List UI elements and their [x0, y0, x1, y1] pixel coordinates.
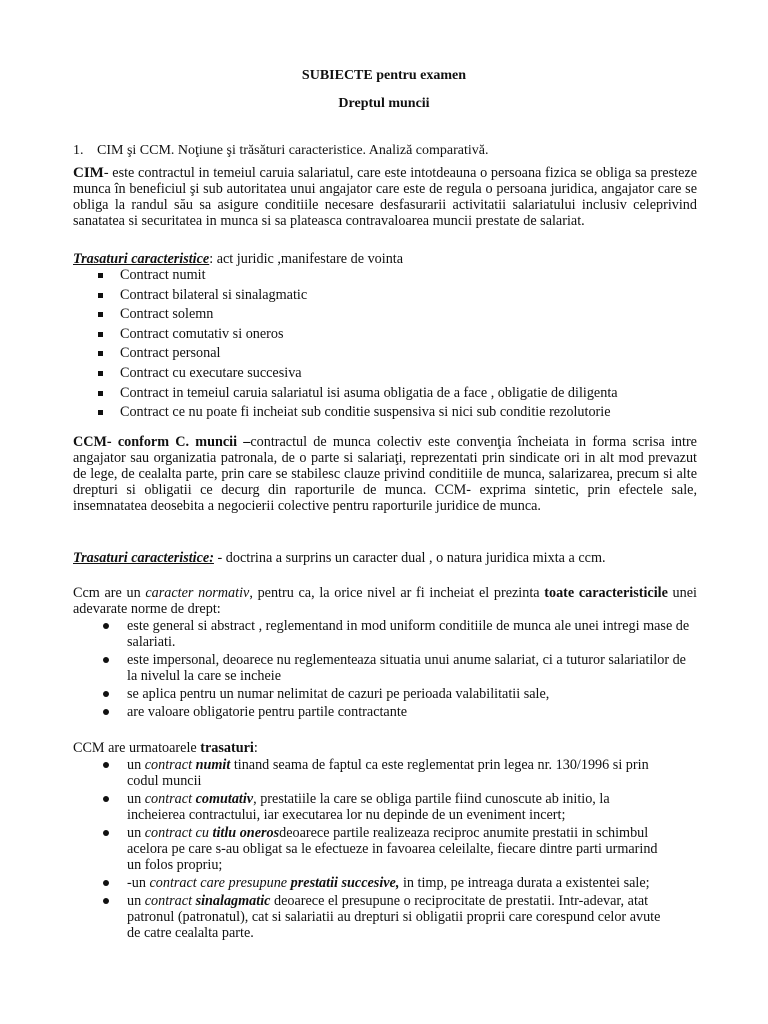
text-run: deoarece partile realizeaza reciproc anumite prestatii in schimbul acelora pe care s-au obligat sa le efectueze in favoarea celeilalte, fiecare dintre parti urmarind un folos propriu;	[127, 825, 658, 873]
document-title: SUBIECTE pentru examen	[301, 68, 467, 83]
text-run-italic: contract cu	[144, 825, 213, 841]
cim-traits-rest: : act juridic ,manifestare de vointa	[209, 251, 404, 267]
text-run: deoarece el presupune o reciprocitate de prestatii. Intr-adevar, atat patronul (patronatul), cat si salariatii au drepturi si obligatii proprii care corespund celor avute de catre cealalta parte.	[127, 893, 661, 941]
list-item: este general si abstract , reglementand in mod uniform conditiile de munca ale unei intregi mase de salariati.	[103, 618, 693, 650]
text-run: un	[127, 825, 145, 841]
list-item	[103, 893, 663, 941]
text-run-italic: caracter normativ	[145, 585, 250, 601]
text-run-bold-italic: titlu oneros	[212, 825, 280, 841]
ccm-term: CCM- conform C. muncii –	[73, 434, 251, 450]
text-run: Ccm are un	[73, 585, 146, 601]
text-run-bold: toate caracteristicile	[544, 585, 668, 601]
list-item: are valoare obligatorie pentru partile contractante	[103, 704, 693, 720]
text-run: -un	[127, 875, 150, 891]
list-item: Contract personal	[96, 345, 618, 365]
list-item: se aplica pentru un numar nelimitat de cazuri pe perioada valabilitatii sale,	[103, 686, 693, 702]
ccm-traits-rest: - doctrina a surprins un caracter dual , o natura juridica mixta a ccm.	[213, 550, 606, 566]
ccm-features-list	[103, 757, 663, 943]
cim-definition	[73, 165, 697, 229]
text-run: in timp, pe intreaga durata a existentei sale;	[399, 875, 650, 891]
text-run: CCM are urmatoarele	[73, 740, 201, 756]
text-run: un	[127, 893, 145, 909]
ccm-traits-heading	[73, 550, 606, 566]
list-item: Contract comutativ si oneros	[96, 326, 618, 346]
text-run: un	[127, 791, 145, 807]
list-item: Contract bilateral si sinalagmatic	[96, 287, 618, 307]
text-run: , pentru ca, la orice nivel ar fi incheiat el prezinta	[249, 585, 545, 601]
cim-term: CIM	[73, 165, 104, 181]
cim-traits-list	[96, 267, 618, 424]
cim-traits-label: Trasaturi caracteristice	[73, 251, 210, 267]
ccm-definition-text: contractul de munca colectiv este convenţia încheiata in forma scrisa intre angajator sau organizatia patronala, de o parte si salariaţi, reprezentati prin sindicate ori in alt mod prevazut de lege, de cealalta parte, prin care se stabilesc clauze privind conditiile de munca, salarizarea, precum si alte drepturi si obligatii ce decurg din raporturile de munca. CCM- exprima sintetic, prin efectele sale, insemnatatea deosebita a negocierii colective pentru raporturile juridice de munca.	[73, 434, 697, 514]
question-number: 1.	[73, 143, 84, 158]
text-run-bold-italic: comutativ	[195, 791, 254, 807]
document-subtitle: Dreptul muncii	[338, 96, 430, 111]
text-run-italic: contract	[144, 791, 196, 807]
text-run: unei adevarate norme de drept:	[73, 585, 697, 617]
ccm-normative-paragraph	[73, 585, 697, 617]
list-item: Contract cu executare succesiva	[96, 365, 618, 385]
list-item: Contract solemn	[96, 306, 618, 326]
text-run-bold: trasaturi	[200, 740, 254, 756]
list-item	[103, 757, 663, 789]
text-run-italic: contract	[144, 757, 196, 773]
list-item	[103, 875, 663, 891]
list-item: Contract ce nu poate fi incheiat sub conditie suspensiva si nici sub conditie rezolutorie	[96, 404, 618, 424]
text-run: un	[127, 757, 145, 773]
question-text: CIM şi CCM. Noţiune şi trăsături caracteristice. Analiză comparativă.	[97, 143, 489, 158]
text-run-bold-italic: prestatii succesive,	[290, 875, 400, 891]
text-run-italic: contract	[144, 893, 196, 909]
ccm-traits-label: Trasaturi caracteristice:	[73, 550, 214, 566]
cim-definition-text: - este contractul in temeiul caruia salariatul, care este intotdeauna o persoana fizica se obliga sa presteze munca în beneficiul şi sub autoritatea unui angajator care este de regula o persoana juridica, angajator care se obliga la randul său sa asigure conditiile necesare desfasurarii activitatii salariatului inclusiv celeprivind sanatatea si securitatea in munca si sa plateasca contravaloarea muncii prestate de salariat.	[73, 165, 697, 229]
list-item: Contract numit	[96, 267, 618, 287]
list-item	[103, 825, 663, 873]
ccm-definition	[73, 434, 697, 514]
text-run: , prestatiile la care se obliga partile fiind cunoscute ab initio, la incheierea contractului, iar executarea lor nu depinde de un eveniment incert;	[127, 791, 610, 823]
question-heading	[73, 143, 489, 159]
text-run-italic: contract care presupune	[149, 875, 291, 891]
list-item	[103, 791, 663, 823]
list-item: Contract in temeiul caruia salariatul isi asuma obligatia de a face , obligatie de diligenta	[96, 385, 618, 405]
ccm-norm-list	[103, 618, 693, 722]
ccm-features-heading	[73, 740, 258, 756]
cim-traits-heading	[73, 251, 403, 267]
text-run: :	[253, 740, 258, 756]
list-item: este impersonal, deoarece nu reglementeaza situatia unui anume salariat, ci a tuturor salariatilor de la nivelul la care se incheie	[103, 652, 693, 684]
text-run: tinand seama de faptul ca este reglementat prin legea nr. 130/1996 si prin codul muncii	[127, 757, 649, 789]
text-run-bold-italic: numit	[195, 757, 231, 773]
text-run-bold-italic: sinalagmatic	[195, 893, 271, 909]
